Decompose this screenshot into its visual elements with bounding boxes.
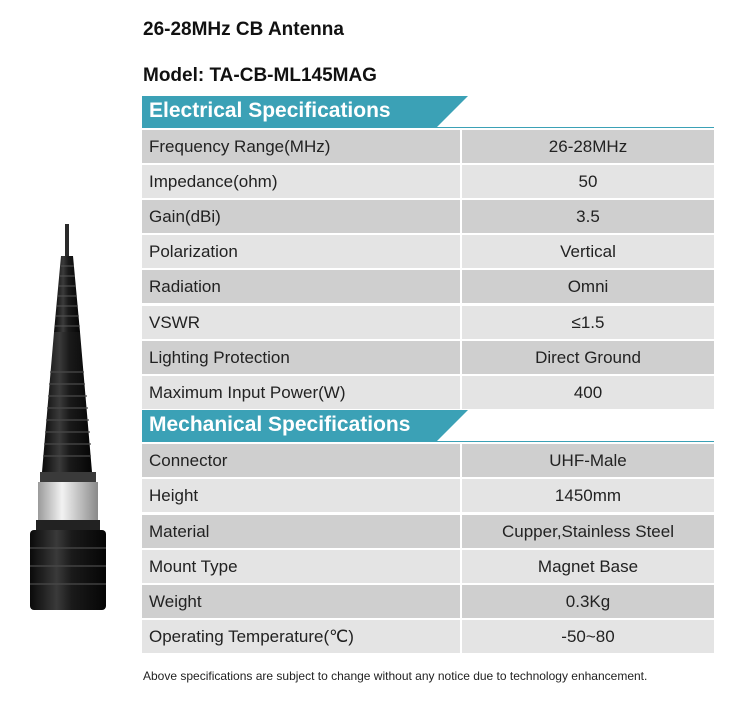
- spec-label: Operating Temperature(℃): [142, 620, 460, 653]
- table-row: [142, 341, 714, 374]
- spec-label: VSWR: [142, 306, 460, 339]
- spec-label: Frequency Range(MHz): [142, 130, 460, 163]
- table-row: [142, 235, 714, 268]
- spec-label: Polarization: [142, 235, 460, 268]
- spec-label: Weight: [142, 585, 460, 618]
- disclaimer-note: Above specifications are subject to change without any notice due to technology enhancement.: [143, 669, 648, 683]
- spec-label: Gain(dBi): [142, 200, 460, 233]
- electrical-specs-heading: Electrical Specifications: [149, 99, 391, 122]
- spec-label: Maximum Input Power(W): [142, 376, 460, 409]
- spec-label: Impedance(ohm): [142, 165, 460, 198]
- table-row: [142, 130, 714, 163]
- spec-value: ≤1.5: [462, 306, 714, 339]
- table-row: [142, 444, 714, 477]
- spec-label: Radiation: [142, 270, 460, 303]
- spec-value: 0.3Kg: [462, 585, 714, 618]
- spec-value: Magnet Base: [462, 550, 714, 583]
- table-row: [142, 270, 714, 303]
- banner-angle: [437, 96, 468, 127]
- spec-value: 1450mm: [462, 479, 714, 512]
- table-row: [142, 515, 714, 548]
- banner-rule: [142, 127, 714, 128]
- antenna-product-image: [20, 222, 120, 622]
- spec-value: Vertical: [462, 235, 714, 268]
- banner-angle: [437, 410, 468, 441]
- spec-value: UHF-Male: [462, 444, 714, 477]
- table-row: [142, 550, 714, 583]
- banner-rule: [142, 441, 714, 442]
- spec-label: Height: [142, 479, 460, 512]
- spec-value: 50: [462, 165, 714, 198]
- spec-value: 26-28MHz: [462, 130, 714, 163]
- spec-value: 3.5: [462, 200, 714, 233]
- model-number: Model: TA-CB-ML145MAG: [143, 65, 377, 86]
- table-row: [142, 200, 714, 233]
- table-row: [142, 620, 714, 653]
- product-title: 26-28MHz CB Antenna: [143, 19, 344, 40]
- table-row: [142, 165, 714, 198]
- spec-value: -50~80: [462, 620, 714, 653]
- spec-value: Direct Ground: [462, 341, 714, 374]
- spec-value: Omni: [462, 270, 714, 303]
- table-row: [142, 376, 714, 409]
- spec-value: Cupper,Stainless Steel: [462, 515, 714, 548]
- spec-label: Lighting Protection: [142, 341, 460, 374]
- spec-label: Material: [142, 515, 460, 548]
- spec-label: Connector: [142, 444, 460, 477]
- spec-label: Mount Type: [142, 550, 460, 583]
- table-row: [142, 479, 714, 512]
- table-row: [142, 306, 714, 339]
- table-row: [142, 585, 714, 618]
- mechanical-specs-heading: Mechanical Specifications: [149, 413, 411, 436]
- spec-value: 400: [462, 376, 714, 409]
